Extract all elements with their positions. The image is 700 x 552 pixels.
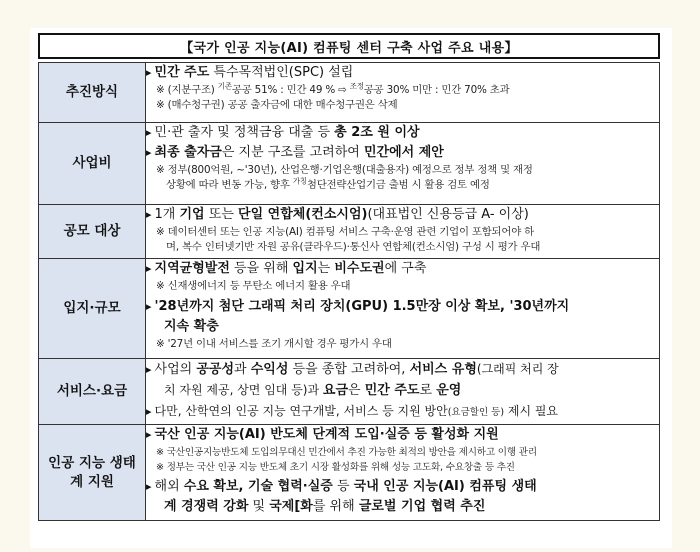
note: 며, 복수 인터넷기반 자원 공유(클라우드)·통신사 연합체(컨소시엄) 구성 시 평가 우대	[166, 241, 541, 253]
table-row	[39, 123, 660, 205]
table-row	[39, 425, 660, 521]
table-row	[39, 205, 660, 259]
bullet-continuation: 지속 확충	[164, 319, 219, 334]
row-label: 사업비	[39, 123, 146, 205]
bullet-continuation: 치 자원 제공, 상면 임대 등)과 요금은 민간 주도로 운영	[164, 383, 462, 398]
row-label: 추진방식	[39, 63, 146, 123]
bullet: ▸ 해외 수요 확보, 기술 협력·실증 등 국내 인공 지능(AI) 컴퓨팅 생태	[146, 479, 537, 494]
note: ※ (지분구조) $^{기존}$공공 51% : 민간 49 % ⇨ $^{조정}$공공 30% 미만 : 민간 70% 초과	[156, 81, 510, 96]
bullet: ▸ 지역균형발전 등을 위해 입지는 비수도권에 구축	[146, 261, 427, 276]
note: ※ '27년 이내 서비스를 조기 개시할 경우 평가시 우대	[156, 338, 392, 350]
bullet: ▸ 국산 인공 지능(AI) 반도체 단계적 도입·실증 등 활성화 지원	[146, 427, 499, 442]
document-title: 【국가 인공 지능(AI) 컴퓨팅 센터 구축 사업 주요 내용】	[38, 33, 660, 59]
bullet: ▸ 사업의 공공성과 수익성 등을 종합 고려하여, 서비스 유형(그래픽 처리 장	[146, 362, 559, 377]
row-label: 공모 대상	[39, 205, 146, 259]
bullet-continuation: 계 경쟁력 강화 및 국제[화를 위해 글로벌 기업 협력 추진	[164, 499, 486, 514]
note: 상황에 따라 변동 가능, 향후 $^{가칭}$첨단전략산업기금 출범 시 활용 검토 예정	[166, 176, 490, 191]
row-label: 입지·규모	[39, 259, 146, 359]
bullet: ▸ 민간 주도 특수목적법인(SPC) 설립	[146, 65, 354, 80]
note: ※ (매수청구권) 공공 출자금에 대한 매수청구권은 삭제	[156, 99, 398, 111]
content-table	[38, 62, 660, 521]
bullet: ▸ 민·관 출자 및 정책금융 대출 등 총 2조 원 이상	[146, 125, 420, 140]
bullet: ▸ '28년까지 첨단 그래픽 처리 장치(GPU) 1.5만장 이상 확보, '30년까지	[146, 299, 570, 314]
table-row	[39, 63, 660, 123]
note: ※ 국산인공지능반도체 도입의무대신 민간에서 추진 가능한 최적의 방안을 제시하고 이행 관리	[156, 447, 537, 458]
row-label: 서비스·요금	[39, 359, 146, 425]
note: ※ 데이터센터 또는 인공 지능(AI) 컴퓨팅 서비스 구축·운영 관련 기업이 포함되어야 하	[156, 226, 535, 238]
row-label: 인공 지능 생태 계 지원	[39, 425, 146, 521]
note: ※ 정부(800억원, ~'30년), 산업은행·기업은행(대출용자) 예정으로 정부 정책 및 재정	[156, 164, 533, 176]
bullet: ▸ 다만, 산학연의 인공 지능 연구개발, 서비스 등 지원 방안(요금할인 등) 제시 필요	[146, 404, 559, 418]
bullet: ▸ 최종 출자금은 지분 구조를 고려하여 민간에서 제안	[146, 145, 444, 160]
bullet: ▸ 1개 기업 또는 단일 연합체(컨소시엄)(대표법인 신용등급 A- 이상)	[146, 207, 529, 222]
table-row	[39, 259, 660, 359]
table-row	[39, 359, 660, 425]
note: ※ 신재생에너지 등 무탄소 에너지 활용 우대	[156, 280, 351, 292]
note: ※ 정부는 국산 인공 지능 반도체 초기 시장 활성화를 위해 성능 고도화, 수요창출 등 추진	[156, 462, 515, 473]
